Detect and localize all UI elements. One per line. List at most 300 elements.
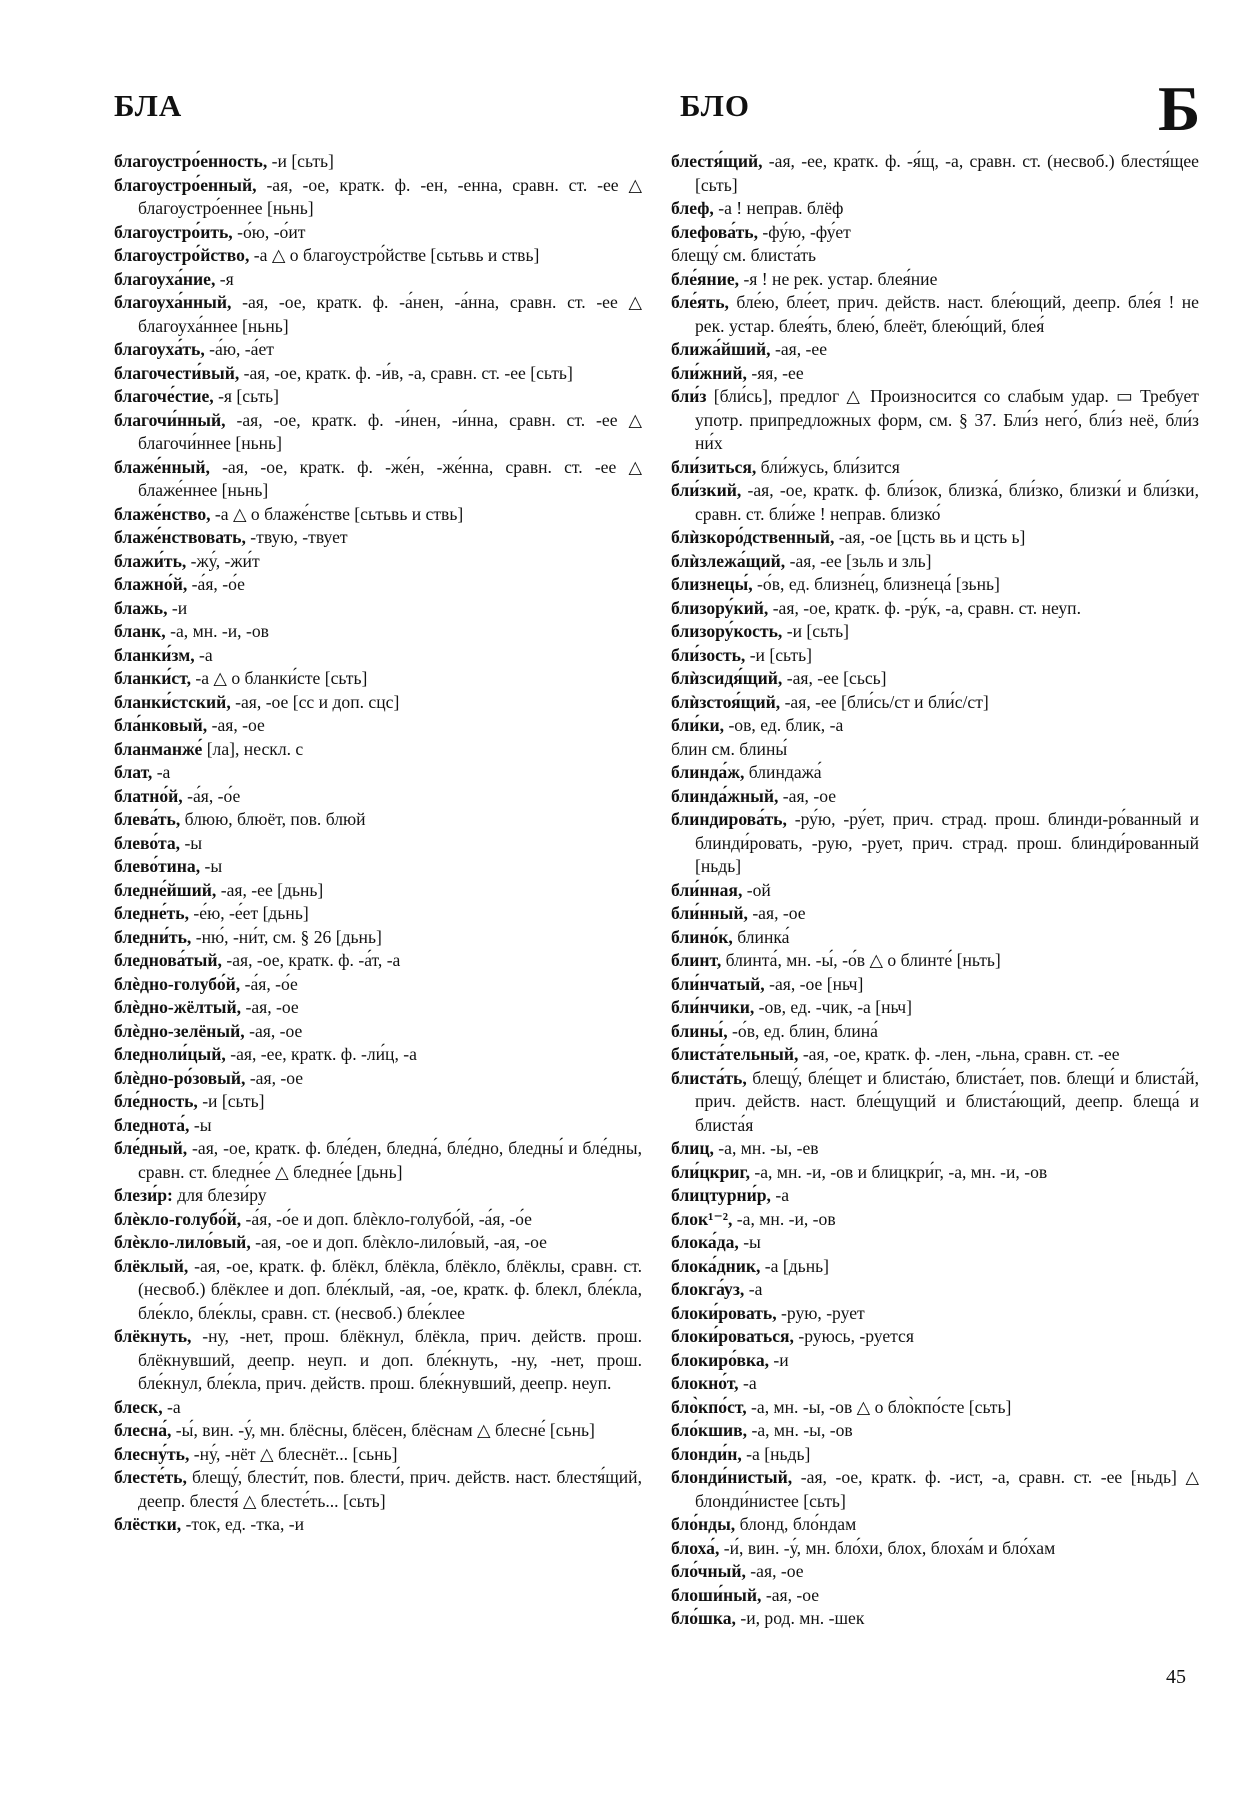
entry-headword: бледне́ть, (114, 903, 189, 923)
entry-body: -ы (180, 832, 203, 853)
left-guide-word: БЛА (114, 88, 183, 123)
entry-headword: бли́жний, (671, 362, 747, 383)
dictionary-entry (671, 573, 1199, 597)
entry-body: -ая, -ое, кратк. ф. бле́ден, бледна́, бле́дно, бледны́ и бле́дны, сравн. ст. бледне́е △ бледне́е [дьнь] (138, 1138, 642, 1182)
entry-body: -и [сьть] (267, 151, 334, 171)
dictionary-entry (671, 1255, 1199, 1279)
entry-headword: благоустро́йство, (114, 245, 250, 265)
dictionary-entry (671, 1396, 1199, 1420)
entry-headword: бледнова́тый, (114, 950, 222, 970)
entry-headword: блоха́, (671, 1537, 720, 1558)
entry-body: блинка́ (732, 926, 790, 947)
entry-headword: благоче́стие, (114, 386, 214, 406)
entry-headword: блат, (114, 762, 153, 782)
dictionary-entry (671, 1043, 1199, 1067)
entry-headword: бли́ки, (671, 715, 725, 735)
entry-headword: блок¹⁻², (671, 1208, 733, 1229)
entry-body: блещу́, блести́т, пов. блести́, прич. действ. наст. блестя́щий, деепр. блестя́ △ блесте́ть... [сьть] (138, 1467, 642, 1511)
entry-body: -ая, -ое, кратк. ф. -а́т, -а (221, 950, 401, 970)
entry-body: -ая, -ое, кратк. ф. -ист, -а, сравн. ст. -ее [ньдь] △ блонди́нистее [сьть] (695, 1467, 1199, 1511)
dictionary-entry (114, 949, 642, 973)
entry-body: -а △ о бланки́сте [сьть] (190, 668, 368, 688)
entry-body: -а (770, 1185, 790, 1205)
entry-body: -а △ о блаже́нстве [сьтьвь и ствь] (210, 503, 464, 524)
entry-body: -ая, -ое (761, 1584, 820, 1605)
dictionary-entry (114, 1513, 642, 1537)
entry-body: для блези́ру (172, 1185, 267, 1205)
entry-body: -а (152, 762, 171, 782)
entry-headword: бланманже́ (114, 738, 203, 759)
entry-body: -ая, -ое (778, 785, 837, 806)
dictionary-entry (114, 150, 642, 174)
entry-body: -ну, -нет, прош. блёкнул, блёкла, прич. действ. прош. блёкнувший, деепр. неуп. и доп. бле́кнуть, -ну, -нет, прош. бле́кнул, бле́кла, прич. действ. прош. бле́кнувший, деепр. неуп. (138, 1326, 642, 1393)
dictionary-entry (671, 620, 1199, 644)
entry-body: -ая, -ое, кратк. ф. -лен, -льна, сравн. ст. -ее (798, 1044, 1120, 1064)
entry-body: -ая, -ое (244, 1020, 303, 1041)
entry-headword: блонди́н, (671, 1443, 742, 1464)
entry-headword: блинда́ж, (671, 762, 745, 782)
entry-body: -рую, -рует (776, 1302, 865, 1323)
entry-body: -а, мн. -ы, -ов △ о бло̀кпо́сте [сьть] (746, 1396, 1012, 1417)
entry-body: -ая, -ое (245, 1067, 304, 1088)
entry-body: -ру́ю, -ру́ет, прич. страд. прош. блинди-ро́ванный и блинди́ровать, -рую, -рует, прич. страд. прош. блинди́рованный [ньдь] (695, 809, 1199, 876)
entry-body: блинта́, мн. -ы́, -о́в △ о блинте́ [ньть] (721, 950, 1001, 970)
dictionary-entry (671, 761, 1199, 785)
entry-headword: бли́цкриг, (671, 1161, 750, 1182)
dictionary-entry (671, 244, 1199, 268)
entry-headword: бле́яние, (671, 268, 740, 289)
entry-body: -а ! неправ. блёф (713, 198, 844, 218)
dictionary-entry (114, 1419, 642, 1443)
dictionary-entry (671, 1231, 1199, 1255)
entry-body: -а́я, -о́е (187, 574, 245, 594)
dictionary-entry (114, 761, 642, 785)
entry-body: блещу́, бле́щет и блиста́ю, блиста́ет, пов. блещи́ и блиста́й, прич. действ. наст. бле́щущий и блиста́ющий, деепр. блеща́ и блиста́я (695, 1067, 1199, 1135)
dictionary-entry (671, 785, 1199, 809)
entry-headword: бланки́зм, (114, 644, 195, 665)
entry-headword: блока́дник, (671, 1255, 761, 1276)
entry-headword: блатно́й, (114, 785, 183, 806)
entry-headword: блѝзстоя́щий, (671, 691, 781, 712)
entry-headword: блеск, (114, 1396, 163, 1417)
entry-headword: благоуха́нный, (114, 292, 232, 312)
dictionary-entry (114, 597, 642, 621)
entry-body: -а́я, -о́е (240, 973, 298, 994)
entry-body: -ая, -ое, кратк. ф. бли́зок, близка́, бли́зко, близки́ и бли́зки, сравн. ст. бли́же ! неправ. близко́ (695, 480, 1199, 524)
dictionary-entry (671, 1584, 1199, 1608)
entry-body: -ы́, вин. -у́, мн. блёсны, блёсен, блёснам △ блесне́ [сьнь] (171, 1420, 595, 1440)
dictionary-entry (114, 832, 642, 856)
dictionary-entry (114, 221, 642, 245)
dictionary-entry (114, 879, 642, 903)
entry-headword: блѝзкоро́дственный, (671, 527, 835, 547)
entry-headword: блефова́ть, (671, 221, 758, 242)
entry-body: -ая, -ое, кратк. ф. -и́нен, -и́нна, сравн. ст. -ее △ благочи́ннее [ньнь] (138, 409, 642, 453)
dictionary-entry (114, 1067, 642, 1091)
entry-headword: благоустро́ить, (114, 221, 233, 242)
entry-headword: блѐкло-голубо́й, (114, 1208, 242, 1229)
dictionary-entry (114, 1184, 642, 1208)
entry-headword: блиндирова́ть, (671, 809, 787, 829)
entry-headword: бло́нды, (671, 1514, 736, 1534)
entry-body: -я ! не рек. устар. блея́ние (739, 268, 938, 289)
entry-headword: блаже́нствовать, (114, 527, 246, 547)
dictionary-entry (671, 973, 1199, 997)
entry-headword: блины́, (671, 1020, 728, 1041)
entry-body: -жу́, -жи́т (186, 550, 260, 571)
entry-body: -ая, -ое, кратк. ф. -ен, -енна, сравн. ст. -ее △ благоустро́еннее [ньнь] (138, 174, 642, 218)
entry-body: -ов, ед. блик, -а (724, 715, 844, 735)
entry-body: -я [сьть] (213, 386, 280, 406)
dictionary-entry (671, 1419, 1199, 1443)
entry-headword: бли́зость, (671, 644, 746, 665)
dictionary-entry (114, 1114, 642, 1138)
dictionary-entry (671, 1372, 1199, 1396)
entry-headword: бла́нковый, (114, 715, 208, 735)
dictionary-entry (671, 1349, 1199, 1373)
entry-body: -ая, -ое, кратк. ф. -же́н, -же́нна, сравн. ст. -ее △ блаже́ннее [ньнь] (138, 456, 642, 500)
entry-body: -а, мн. -и, -ов (732, 1208, 836, 1229)
entry-body: бли́жусь, бли́зится (756, 456, 900, 477)
entry-body: -ая, -ое и доп. блѐкло-лило́вый, -ая, -ое (250, 1232, 547, 1252)
entry-body: -ая, -ое (207, 715, 265, 735)
dictionary-entry (671, 902, 1199, 926)
entry-headword: бло́чный, (671, 1561, 746, 1581)
entry-body: -а, мн. -ы, -ев (713, 1138, 819, 1158)
entry-headword: блева́ть, (114, 809, 181, 829)
entry-headword: бле́дность, (114, 1091, 198, 1111)
entry-body: -ой (742, 879, 771, 900)
entry-body: -ов, ед. -чик, -а [ньч] (754, 997, 912, 1017)
dictionary-entry (671, 926, 1199, 950)
dictionary-entry (114, 1043, 642, 1067)
entry-headword: блажи́ть, (114, 550, 187, 571)
entry-headword: блокиро́вка, (671, 1349, 770, 1370)
entry-body: -а (194, 644, 213, 665)
dictionary-entry (671, 691, 1199, 715)
entry-headword: блёклый, (114, 1255, 189, 1276)
dictionary-entry (114, 550, 642, 574)
dictionary-entry (671, 456, 1199, 480)
dictionary-entry (671, 1513, 1199, 1537)
entry-headword: блѐдно-ро́зовый, (114, 1067, 246, 1088)
dictionary-entry (114, 1255, 642, 1326)
dictionary-entry (114, 573, 642, 597)
dictionary-entry (671, 1560, 1199, 1584)
entry-headword: блино́к, (671, 926, 733, 947)
entry-body: -о́в, ед. блин, блина́ (727, 1020, 878, 1041)
entry-body: -о́ю, -о́ит (232, 221, 306, 242)
dictionary-entry (671, 197, 1199, 221)
entry-headword: блѝзлежа́щий, (671, 550, 786, 571)
dictionary-entry (671, 644, 1199, 668)
entry-headword: блесну́ть, (114, 1443, 190, 1464)
entry-body: блиндажа́ (744, 762, 822, 782)
entry-headword: благоустро́енный, (114, 174, 257, 195)
dictionary-entry (114, 714, 642, 738)
dictionary-entry (671, 738, 1199, 762)
entry-headword: благоуха́ние, (114, 268, 216, 289)
entry-headword: блоши́ный, (671, 1584, 762, 1605)
dictionary-entry (671, 1184, 1199, 1208)
entry-headword: благочи́нный, (114, 409, 226, 430)
dictionary-entry (114, 644, 642, 668)
dictionary-entry (671, 667, 1199, 691)
dictionary-entry (114, 785, 642, 809)
dictionary-entry (671, 150, 1199, 197)
dictionary-entry (114, 973, 642, 997)
entry-headword: блаже́нный, (114, 456, 210, 477)
entry-headword: блѐкло-лило́вый, (114, 1232, 251, 1252)
entry-headword: блёстки, (114, 1514, 182, 1534)
dictionary-entry (114, 738, 642, 762)
dictionary-entry (671, 1278, 1199, 1302)
dictionary-entry (114, 526, 642, 550)
entry-headword: близору́кость, (671, 621, 783, 641)
entry-body: -и, род. мн. -шек (735, 1608, 865, 1628)
entry-headword: блѐдно-зелёный, (114, 1020, 245, 1041)
entry-headword: бли́зиться, (671, 456, 757, 477)
dictionary-entry (671, 1325, 1199, 1349)
entry-body: -ая, -ее, кратк. ф. -ли́ц, -а (225, 1044, 417, 1064)
entry-body: -ая, -ое (747, 903, 806, 923)
entry-headword: блѝзсидя́щий, (671, 668, 783, 688)
entry-body: -фу́ю, -фу́ет (757, 221, 851, 242)
entry-headword: бледне́йший, (114, 879, 217, 900)
entry-headword: благоустро́енность, (114, 151, 268, 171)
section-letter: Б (1158, 73, 1201, 144)
entry-body: -и (167, 597, 188, 618)
dictionary-entry (671, 1067, 1199, 1138)
entry-headword: блесте́ть, (114, 1467, 187, 1487)
entry-headword: блокно́т, (671, 1373, 739, 1393)
dictionary-entry (671, 597, 1199, 621)
entry-body: -ну́, -нёт △ блеснёт... [сьнь] (189, 1443, 398, 1464)
dictionary-entry (114, 1231, 642, 1255)
entry-body: -а́я, -о́е и доп. блѐкло-голубо́й, -а́я, -о́е (241, 1208, 532, 1229)
entry-body: блещу́ см. блиста́ть (671, 245, 817, 265)
dictionary-entry (114, 667, 642, 691)
dictionary-entry (114, 174, 642, 221)
entry-headword: близнецы́, (671, 574, 753, 594)
entry-body: -а (744, 1279, 763, 1299)
left-column (114, 150, 642, 1537)
entry-headword: ближа́йший, (671, 339, 771, 359)
entry-body: -а, мн. -и, -ов (165, 621, 269, 641)
dictionary-entry (671, 1607, 1199, 1631)
dictionary-entry (671, 1302, 1199, 1326)
dictionary-entry (114, 1443, 642, 1467)
entry-headword: бледнота́, (114, 1114, 190, 1135)
entry-headword: блокга́уз, (671, 1279, 745, 1299)
entry-body: -ая, -ое [ньч] (764, 973, 864, 994)
entry-headword: блѐдно-голубо́й, (114, 973, 241, 994)
dictionary-entry (114, 1090, 642, 1114)
entry-body: -ая, -ое, кратк. ф. -ру́к, -а, сравн. ст. неуп. (768, 597, 1081, 618)
entry-body: -е́ю, -е́ет [дьнь] (189, 903, 309, 923)
entry-headword: бли́нчики, (671, 997, 755, 1017)
entry-body: -а́ю, -а́ет (204, 339, 274, 359)
entry-headword: бли́з (671, 386, 707, 406)
entry-body: блин см. блины́ (671, 738, 788, 759)
right-column (671, 150, 1199, 1631)
dictionary-entry (114, 1208, 642, 1232)
dictionary-entry (671, 714, 1199, 738)
dictionary-entry (114, 456, 642, 503)
entry-body: -а, мн. -и, -ов и блицкри́г, -а, мн. -и, -ов (749, 1161, 1048, 1182)
entry-headword: блоки́роваться, (671, 1326, 794, 1346)
entry-headword: благоуха́ть, (114, 339, 205, 359)
entry-body: -а [дьнь] (760, 1255, 830, 1276)
entry-headword: бланки́ст, (114, 668, 191, 688)
dictionary-entry (114, 268, 642, 292)
entry-headword: бло́шка, (671, 1608, 736, 1628)
entry-body: блюю, блюёт, пов. блюй (180, 809, 366, 829)
dictionary-entry (114, 926, 642, 950)
entry-headword: блеф, (671, 198, 714, 218)
entry-body: -ая, -ое (745, 1561, 804, 1581)
page-number: 45 (1166, 1666, 1186, 1688)
dictionary-entry (114, 902, 642, 926)
dictionary-entry (114, 620, 642, 644)
entry-headword: блези́р: (114, 1185, 173, 1205)
dictionary-entry (671, 1208, 1199, 1232)
entry-body: -о́в, ед. близне́ц, близнеца́ [зьнь] (752, 574, 1000, 594)
dictionary-entry (114, 338, 642, 362)
entry-headword: блестя́щий, (671, 151, 763, 171)
entry-body: -яя, -ее (746, 362, 804, 383)
entry-body: -ая, -ое [сс и доп. сцс] (230, 691, 400, 712)
entry-body: -и [сьть] (197, 1091, 265, 1111)
dictionary-entry (671, 996, 1199, 1020)
dictionary-entry (671, 268, 1199, 292)
dictionary-entry (671, 1161, 1199, 1185)
entry-headword: блиста́тельный, (671, 1044, 799, 1064)
entry-headword: бланк, (114, 621, 166, 641)
entry-body: -а [ньдь] (741, 1443, 811, 1464)
entry-body: -а △ о благоустро́йстве [сьтьвь и ствь] (249, 245, 540, 265)
right-guide-word: БЛО (680, 88, 750, 123)
dictionary-entry (671, 1137, 1199, 1161)
dictionary-entry (114, 244, 642, 268)
dictionary-entry (671, 879, 1199, 903)
dictionary-entry (114, 808, 642, 832)
dictionary-entry (671, 550, 1199, 574)
entry-body: -руюсь, -руется (793, 1326, 914, 1346)
dictionary-entry (671, 385, 1199, 456)
entry-body: -ая, -ое, кратк. ф. -и́в, -а, сравн. ст. -ее [сьть] (239, 362, 573, 383)
dictionary-entry (671, 949, 1199, 973)
entry-headword: бли́нчатый, (671, 973, 765, 994)
entry-body: -ая, -ое, кратк. ф. блёкл, блёкла, блёкло, блёклы, сравн. ст. (несвоб.) блёклее и доп. бле́клый, -ая, -ое, кратк. ф. блекл, бле́кла, бле́кло, бле́клы, сравн. ст. (несвоб.) бле́клее (138, 1255, 642, 1323)
entry-headword: благочести́вый, (114, 362, 240, 383)
entry-headword: бли́нный, (671, 903, 748, 923)
entry-body: -я (215, 268, 234, 289)
entry-body: -ая, -ее (770, 339, 828, 359)
entry-headword: блёкнуть, (114, 1326, 192, 1346)
entry-body: -ая, -ее [бли́сь/ст и бли́с/ст] (780, 691, 989, 712)
entry-headword: бле́ять, (671, 292, 729, 312)
entry-body: -ы (738, 1232, 761, 1252)
dictionary-entry (671, 808, 1199, 879)
entry-headword: бле́дный, (114, 1138, 188, 1158)
entry-headword: бледни́ть, (114, 926, 192, 947)
entry-body: -ая, -ее, кратк. ф. -я́щ, -а, сравн. ст. (несвоб.) блестя́щее [сьть] (695, 151, 1199, 195)
entry-headword: близору́кий, (671, 597, 769, 618)
entry-body: -ы (189, 1114, 212, 1135)
entry-body: -а́я, -о́е (182, 785, 241, 806)
entry-headword: блажь, (114, 597, 168, 618)
entry-headword: бледноли́цый, (114, 1044, 226, 1064)
dictionary-entry (114, 1137, 642, 1184)
entry-body: -а (738, 1373, 757, 1393)
entry-body: -твую, -твует (245, 527, 348, 547)
entry-body: -ая, -ое [цсть вь и цсть ь] (834, 527, 1026, 547)
entry-headword: блажно́й, (114, 574, 188, 594)
entry-body: -ток, ед. -тка, -и (181, 1514, 305, 1534)
entry-headword: блинт, (671, 950, 722, 970)
entry-body: бле́ю, бле́ет, прич. действ. наст. бле́ющий, деепр. бле́я ! не рек. устар. блея́ть, блею́, блеёт, блею́щий, блея́ (695, 292, 1199, 336)
dictionary-entry (114, 362, 642, 386)
entry-headword: блѐдно-жёлтый, (114, 997, 242, 1017)
dictionary-entry (114, 996, 642, 1020)
dictionary-entry (114, 1396, 642, 1420)
entry-headword: блока́да, (671, 1232, 739, 1252)
entry-headword: блоки́ровать, (671, 1302, 777, 1323)
entry-body: -ая, -ее [зьль и зль] (785, 550, 932, 571)
entry-body: -а (162, 1396, 181, 1417)
entry-headword: блиста́ть, (671, 1067, 747, 1088)
entry-headword: блаже́нство, (114, 503, 211, 524)
entry-body: -ая, -ее [дьнь] (216, 879, 324, 900)
entry-headword: блево́та, (114, 832, 181, 853)
dictionary-entry (114, 691, 642, 715)
entry-body: -и [сьть] (745, 644, 812, 665)
dictionary-entry (114, 503, 642, 527)
entry-headword: блонди́нистый, (671, 1467, 793, 1487)
dictionary-entry (671, 338, 1199, 362)
entry-headword: блесна́, (114, 1420, 172, 1440)
entry-body: -ая, -ое (241, 997, 299, 1017)
entry-body: [ла], нескл. с (202, 738, 304, 759)
entry-body: блонд, бло́ндам (735, 1514, 857, 1534)
dictionary-entry (671, 1443, 1199, 1467)
entry-body: -ы (200, 856, 223, 876)
entry-headword: бланки́стский, (114, 691, 231, 712)
entry-headword: бли́нная, (671, 879, 743, 900)
entry-body: -ая, -ее [сьсь] (782, 668, 887, 688)
dictionary-entry (671, 362, 1199, 386)
dictionary-entry (114, 1466, 642, 1513)
entry-headword: блево́тина, (114, 856, 201, 876)
dictionary-entry (114, 385, 642, 409)
dictionary-entry (671, 221, 1199, 245)
dictionary-entry (114, 291, 642, 338)
entry-headword: блинда́жный, (671, 785, 779, 806)
entry-body: -и [сьть] (782, 621, 850, 641)
entry-body: -и́, вин. -у́, мн. бло́хи, блох, блоха́м и бло́хам (719, 1537, 1056, 1558)
dictionary-entry (114, 409, 642, 456)
entry-headword: бло̀кпо́ст, (671, 1396, 747, 1417)
entry-headword: блиц, (671, 1138, 714, 1158)
entry-body: -ая, -ое, кратк. ф. -а́нен, -а́нна, сравн. ст. -ее △ благоуха́ннее [ньнь] (138, 292, 642, 336)
dictionary-entry (671, 526, 1199, 550)
dictionary-entry (671, 479, 1199, 526)
entry-body: -и (769, 1349, 789, 1370)
dictionary-entry (671, 291, 1199, 338)
dictionary-entry (114, 1020, 642, 1044)
entry-headword: блицтурни́р, (671, 1185, 771, 1205)
